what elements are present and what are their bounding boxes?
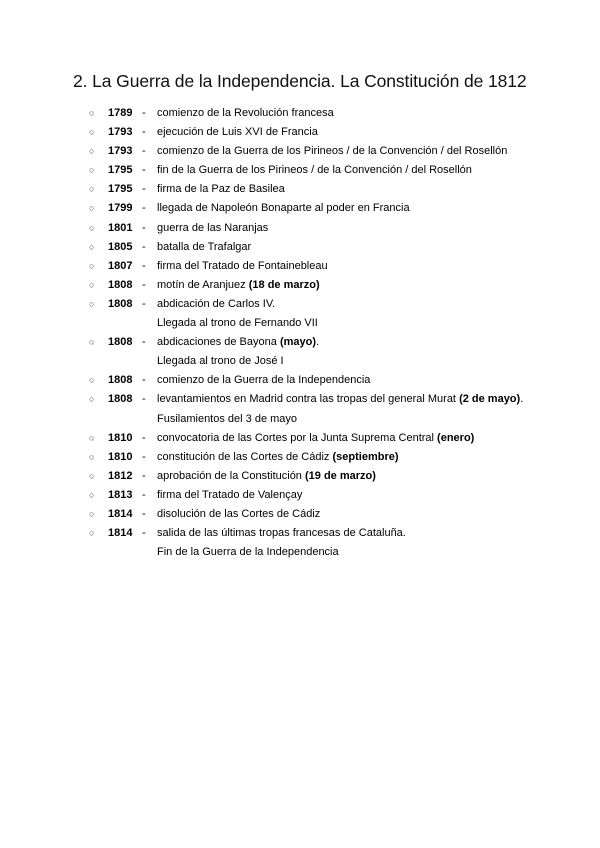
entry-dash: - (142, 336, 146, 349)
circle-bullet-icon: ○ (89, 146, 95, 157)
entry-line (0, 333, 600, 352)
entry-line (0, 199, 600, 218)
entry-text (157, 524, 406, 543)
timeline-entry (0, 505, 600, 524)
timeline-entry (0, 123, 600, 142)
entry-date-highlight: (mayo) (279, 336, 316, 349)
entry-text (157, 295, 275, 314)
entry-year: 1814 (108, 527, 133, 540)
entry-date-highlight: (18 de marzo) (248, 278, 320, 291)
timeline-entry (0, 257, 600, 276)
entry-year: 1808 (108, 297, 133, 310)
entry-line (0, 219, 600, 238)
entry-year: 1810 (108, 431, 133, 444)
entry-continuation-line (0, 410, 600, 429)
timeline-entry (0, 333, 600, 371)
circle-bullet-icon: ○ (89, 432, 95, 443)
entry-text (157, 543, 339, 562)
entry-dash: - (142, 278, 146, 291)
entry-line (0, 257, 600, 276)
entry-line (0, 238, 600, 257)
circle-bullet-icon: ○ (89, 165, 95, 176)
entry-line (0, 524, 600, 543)
entry-text (157, 486, 302, 505)
entry-description: levantamientos en Madrid contra las tropas del general Murat (157, 393, 460, 406)
entry-dash: - (142, 431, 146, 444)
entry-year: 1812 (108, 469, 133, 482)
entry-text (157, 219, 268, 238)
timeline-entry (0, 524, 600, 562)
entry-text (157, 276, 320, 295)
entry-line (0, 390, 600, 409)
entry-line (0, 161, 600, 180)
timeline-entry (0, 390, 600, 428)
circle-bullet-icon: ○ (89, 260, 95, 271)
entry-continuation-line (0, 352, 600, 371)
entry-dash: - (142, 240, 146, 253)
entry-dash: - (142, 259, 146, 272)
entry-text (157, 505, 320, 524)
entry-dash: - (142, 450, 146, 463)
entry-description: convocatoria de las Cortes por la Junta Suprema Central (157, 431, 438, 444)
timeline-entry (0, 161, 600, 180)
entry-year: 1801 (108, 221, 133, 234)
entry-line (0, 486, 600, 505)
timeline-entry (0, 104, 600, 123)
entry-description: Fin de la Guerra de la Independencia (157, 546, 339, 559)
timeline-entry (0, 199, 600, 218)
entry-description: comienzo de la Guerra de los Pirineos / de la Convención / del Rosellón (157, 145, 508, 158)
entry-line (0, 104, 600, 123)
entry-dash: - (142, 297, 146, 310)
circle-bullet-icon: ○ (89, 528, 95, 539)
circle-bullet-icon: ○ (89, 470, 95, 481)
entry-dash: - (142, 145, 146, 158)
entry-description: firma de la Paz de Basilea (157, 183, 285, 196)
circle-bullet-icon: ○ (89, 489, 95, 500)
entry-year: 1799 (108, 202, 133, 215)
circle-bullet-icon: ○ (89, 222, 95, 233)
entry-text (157, 104, 334, 123)
page-title: 2. La Guerra de la Independencia. La Constitución de 1812 (73, 71, 527, 91)
entry-description: ejecución de Luis XVI de Francia (157, 126, 318, 139)
entry-dash: - (142, 374, 146, 387)
entry-line (0, 295, 600, 314)
entry-suffix: . (520, 393, 524, 406)
entry-description: firma del Tratado de Valençay (157, 488, 303, 501)
entry-description: constitución de las Cortes de Cádiz (157, 450, 333, 463)
entry-text (157, 123, 318, 142)
entry-line (0, 371, 600, 390)
entry-line (0, 276, 600, 295)
timeline-entry (0, 467, 600, 486)
entry-description: abdicaciones de Bayona (157, 336, 280, 349)
entry-suffix: . (316, 336, 320, 349)
entry-year: 1793 (108, 145, 133, 158)
entry-text (157, 238, 251, 257)
entry-date-highlight: (19 de marzo) (304, 469, 376, 482)
timeline-entry (0, 371, 600, 390)
entry-continuation-line (0, 314, 600, 333)
entry-dash: - (142, 488, 146, 501)
entry-line (0, 123, 600, 142)
entry-year: 1808 (108, 278, 133, 291)
circle-bullet-icon: ○ (89, 184, 95, 195)
entry-line (0, 180, 600, 199)
timeline-entry (0, 142, 600, 161)
entry-description: disolución de las Cortes de Cádiz (157, 507, 321, 520)
entry-description: Llegada al trono de Fernando VII (157, 317, 318, 330)
entry-text (157, 371, 370, 390)
entry-description: salida de las últimas tropas francesas de Cataluña. (157, 527, 406, 540)
entry-description: comienzo de la Guerra de la Independencia (157, 374, 371, 387)
entry-year: 1808 (108, 393, 133, 406)
entry-year: 1807 (108, 259, 133, 272)
circle-bullet-icon: ○ (89, 241, 95, 252)
entry-description: batalla de Trafalgar (157, 240, 252, 253)
entry-description: comienzo de la Revolución francesa (157, 107, 334, 119)
entry-text (157, 390, 523, 409)
entry-description: fin de la Guerra de los Pirineos / de la Convención / del Rosellón (157, 164, 472, 177)
circle-bullet-icon: ○ (89, 394, 95, 405)
entry-date-highlight: (enero) (437, 431, 475, 444)
entry-year: 1795 (108, 183, 133, 196)
circle-bullet-icon: ○ (89, 451, 95, 462)
entry-description: guerra de las Naranjas (157, 221, 269, 234)
entry-text (157, 314, 318, 333)
entry-year: 1810 (108, 450, 133, 463)
circle-bullet-icon: ○ (89, 108, 95, 118)
timeline-entry (0, 180, 600, 199)
entry-year: 1808 (108, 336, 133, 349)
circle-bullet-icon: ○ (89, 279, 95, 290)
entry-dash: - (142, 393, 146, 406)
entry-dash: - (142, 469, 146, 482)
entry-year: 1808 (108, 374, 133, 387)
entry-text (157, 467, 376, 486)
entry-dash: - (142, 202, 146, 215)
entry-text (157, 257, 328, 276)
timeline-entry (0, 429, 600, 448)
circle-bullet-icon: ○ (89, 127, 95, 138)
entry-text (157, 352, 284, 371)
entry-year: 1813 (108, 488, 133, 501)
entry-dash: - (142, 507, 146, 520)
entry-line (0, 429, 600, 448)
entry-text (157, 410, 297, 429)
entry-year: 1814 (108, 507, 133, 520)
entry-line (0, 505, 600, 524)
entry-description: aprobación de la Constitución (157, 469, 305, 482)
circle-bullet-icon: ○ (89, 508, 95, 519)
entry-line (0, 467, 600, 486)
timeline-entry (0, 238, 600, 257)
entry-date-highlight: (2 de mayo) (459, 393, 521, 406)
entry-description: firma del Tratado de Fontainebleau (157, 259, 328, 272)
circle-bullet-icon: ○ (89, 298, 95, 309)
timeline-entry (0, 219, 600, 238)
circle-bullet-icon: ○ (89, 337, 95, 348)
entry-description: Llegada al trono de José I (157, 355, 284, 368)
timeline-entry (0, 448, 600, 467)
entry-year: 1793 (108, 126, 133, 139)
entry-text (157, 161, 472, 180)
entry-description: Fusilamientos del 3 de mayo (157, 412, 298, 425)
entry-dash: - (142, 107, 146, 119)
entry-description: llegada de Napoleón Bonaparte al poder en Francia (157, 202, 410, 215)
entry-dash: - (142, 126, 146, 139)
timeline-entry (0, 486, 600, 505)
timeline-entry (0, 295, 600, 333)
entry-text (157, 448, 399, 467)
entry-continuation-line (0, 543, 600, 562)
timeline-list (0, 104, 600, 562)
entry-text (157, 333, 319, 352)
entry-line (0, 142, 600, 161)
entry-dash: - (142, 527, 146, 540)
entry-text (157, 142, 507, 161)
entry-date-highlight: (septiembre) (332, 450, 399, 463)
entry-year: 1795 (108, 164, 133, 177)
entry-line (0, 448, 600, 467)
timeline-entry (0, 276, 600, 295)
circle-bullet-icon: ○ (89, 203, 95, 214)
entry-year: 1805 (108, 240, 133, 253)
entry-dash: - (142, 183, 146, 196)
entry-dash: - (142, 164, 146, 177)
entry-description: motín de Aranjuez (157, 278, 249, 291)
entry-year: 1789 (108, 107, 133, 119)
entry-description: abdicación de Carlos IV. (157, 297, 276, 310)
entry-text (157, 199, 410, 218)
circle-bullet-icon: ○ (89, 375, 95, 386)
entry-text (157, 429, 474, 448)
entry-text (157, 180, 285, 199)
entry-dash: - (142, 221, 146, 234)
